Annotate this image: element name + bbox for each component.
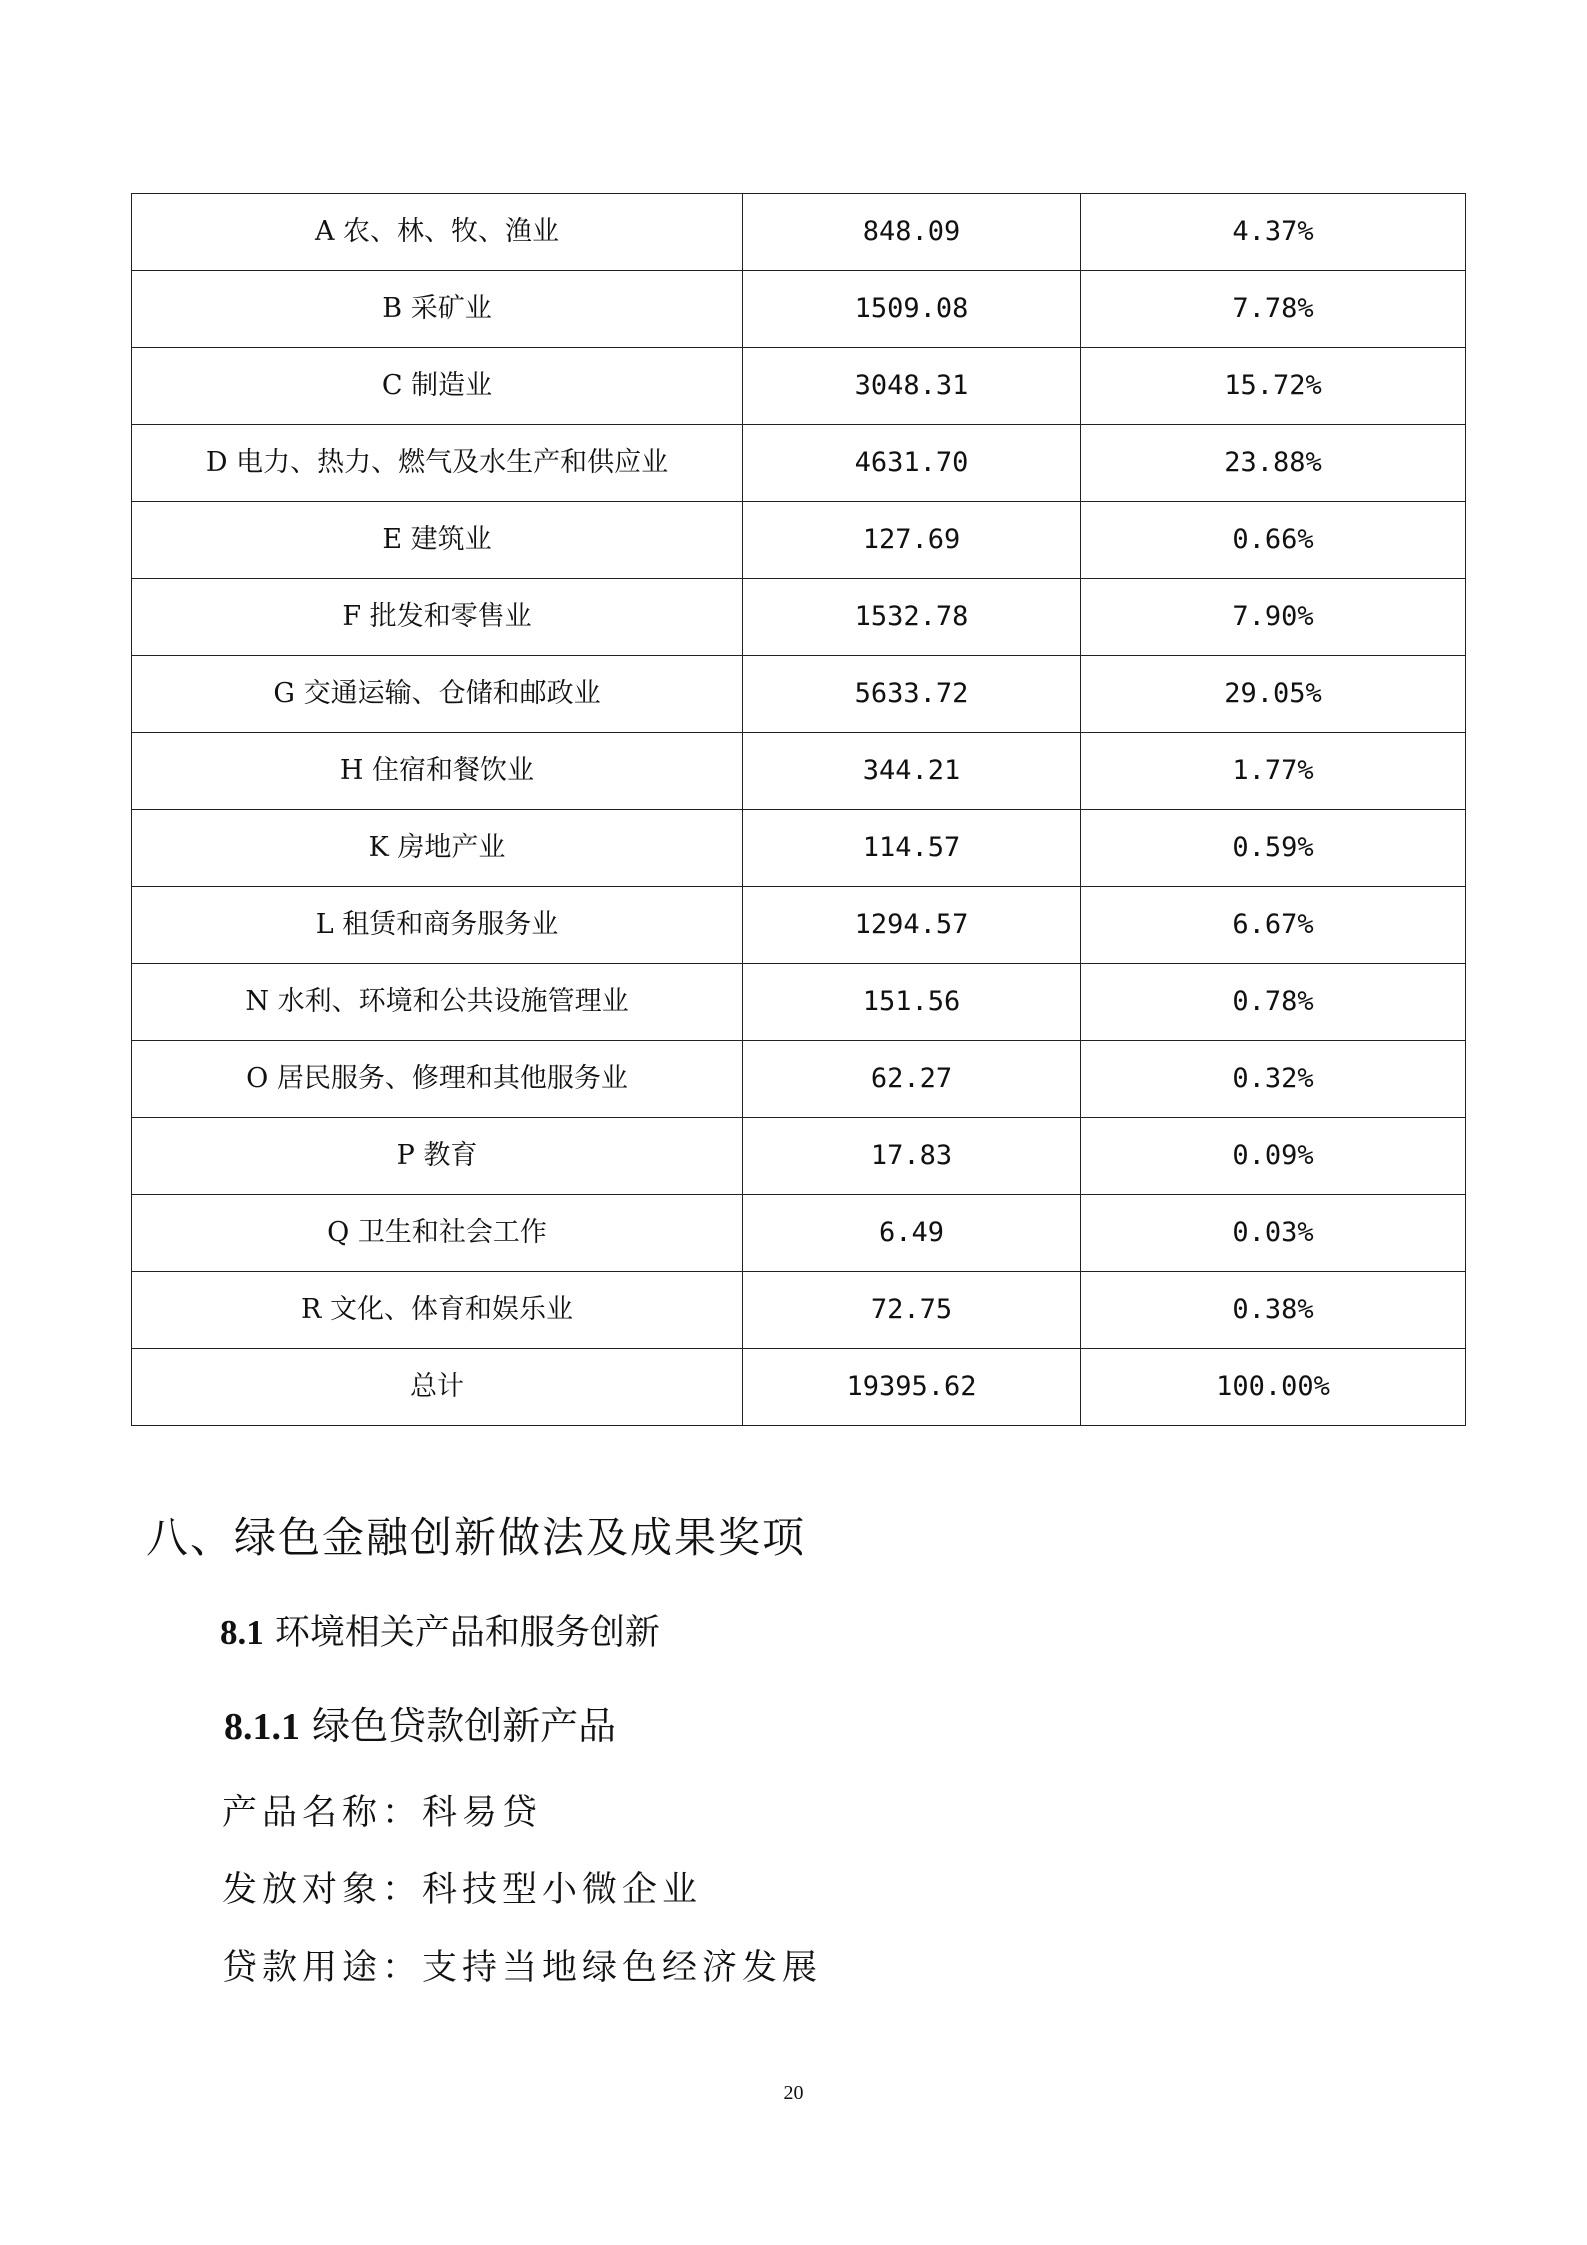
amount-cell: 1509.08 — [743, 271, 1081, 348]
table-total-row — [132, 1349, 1466, 1426]
subsection-number: 8.1 — [220, 1613, 264, 1652]
industry-cell: F 批发和零售业 — [132, 579, 743, 656]
share-cell: 29.05% — [1081, 656, 1466, 733]
subsubsection-title: 绿色贷款创新产品 — [312, 1704, 617, 1748]
industry-cell: G 交通运输、仓储和邮政业 — [132, 656, 743, 733]
table-row — [132, 425, 1466, 502]
product-name-line — [222, 1785, 542, 1835]
industry-cell: K 房地产业 — [132, 810, 743, 887]
subsubsection-number: 8.1.1 — [224, 1706, 300, 1748]
amount-cell: 114.57 — [743, 810, 1081, 887]
share-cell: 0.59% — [1081, 810, 1466, 887]
share-cell: 23.88% — [1081, 425, 1466, 502]
industry-cell: E 建筑业 — [132, 502, 743, 579]
product-target-value: 科技型小微企业 — [422, 1870, 703, 1910]
industry-cell: L 租赁和商务服务业 — [132, 887, 743, 964]
table-row — [132, 1041, 1466, 1118]
share-cell: 4.37% — [1081, 194, 1466, 271]
subsection-heading — [220, 1605, 660, 1655]
section-heading: 八、绿色金融创新做法及成果奖项 — [146, 1513, 807, 1562]
table-row — [132, 271, 1466, 348]
table-row — [132, 1118, 1466, 1195]
share-cell: 7.78% — [1081, 271, 1466, 348]
industry-cell: R 文化、体育和娱乐业 — [132, 1272, 743, 1349]
table-row — [132, 348, 1466, 425]
product-use-label: 贷款用途： — [222, 1948, 423, 1988]
amount-cell: 344.21 — [743, 733, 1081, 810]
amount-cell: 5633.72 — [743, 656, 1081, 733]
share-cell: 7.90% — [1081, 579, 1466, 656]
subsection-title: 环境相关产品和服务创新 — [274, 1613, 660, 1653]
product-name-value: 科易贷 — [422, 1793, 543, 1833]
amount-cell: 62.27 — [743, 1041, 1081, 1118]
total-share-cell: 100.00% — [1081, 1349, 1466, 1426]
product-use-value: 支持当地绿色经济发展 — [422, 1948, 823, 1988]
share-cell: 0.78% — [1081, 964, 1466, 1041]
industry-cell: A 农、林、牧、渔业 — [132, 194, 743, 271]
amount-cell: 127.69 — [743, 502, 1081, 579]
total-amount-cell: 19395.62 — [743, 1349, 1081, 1426]
table-row — [132, 733, 1466, 810]
total-label-cell: 总计 — [132, 1349, 743, 1426]
table-row — [132, 887, 1466, 964]
table-row — [132, 656, 1466, 733]
industry-cell: O 居民服务、修理和其他服务业 — [132, 1041, 743, 1118]
table-row — [132, 502, 1466, 579]
industry-cell: B 采矿业 — [132, 271, 743, 348]
table-row — [132, 194, 1466, 271]
product-target-line — [222, 1862, 702, 1912]
amount-cell: 4631.70 — [743, 425, 1081, 502]
industry-cell: P 教育 — [132, 1118, 743, 1195]
industry-cell: Q 卫生和社会工作 — [132, 1195, 743, 1272]
amount-cell: 151.56 — [743, 964, 1081, 1041]
share-cell: 15.72% — [1081, 348, 1466, 425]
industry-cell: N 水利、环境和公共设施管理业 — [132, 964, 743, 1041]
amount-cell: 3048.31 — [743, 348, 1081, 425]
table-row — [132, 810, 1466, 887]
share-cell: 0.09% — [1081, 1118, 1466, 1195]
table-row — [132, 1195, 1466, 1272]
share-cell: 0.32% — [1081, 1041, 1466, 1118]
share-cell: 1.77% — [1081, 733, 1466, 810]
table-row — [132, 964, 1466, 1041]
share-cell: 0.38% — [1081, 1272, 1466, 1349]
product-target-label: 发放对象： — [222, 1870, 423, 1910]
share-cell: 0.66% — [1081, 502, 1466, 579]
subsubsection-heading — [224, 1695, 616, 1750]
share-cell: 0.03% — [1081, 1195, 1466, 1272]
industry-cell: D 电力、热力、燃气及水生产和供应业 — [132, 425, 743, 502]
table-row — [132, 579, 1466, 656]
product-use-line — [222, 1940, 822, 1990]
product-name-label: 产品名称： — [222, 1793, 423, 1833]
industry-loan-table — [131, 193, 1466, 1426]
amount-cell: 848.09 — [743, 194, 1081, 271]
industry-cell: H 住宿和餐饮业 — [132, 733, 743, 810]
amount-cell: 17.83 — [743, 1118, 1081, 1195]
amount-cell: 72.75 — [743, 1272, 1081, 1349]
amount-cell: 1294.57 — [743, 887, 1081, 964]
page-number: 20 — [783, 2082, 804, 2104]
industry-cell: C 制造业 — [132, 348, 743, 425]
amount-cell: 6.49 — [743, 1195, 1081, 1272]
table-row — [132, 1272, 1466, 1349]
amount-cell: 1532.78 — [743, 579, 1081, 656]
share-cell: 6.67% — [1081, 887, 1466, 964]
table-body — [132, 194, 1466, 1426]
